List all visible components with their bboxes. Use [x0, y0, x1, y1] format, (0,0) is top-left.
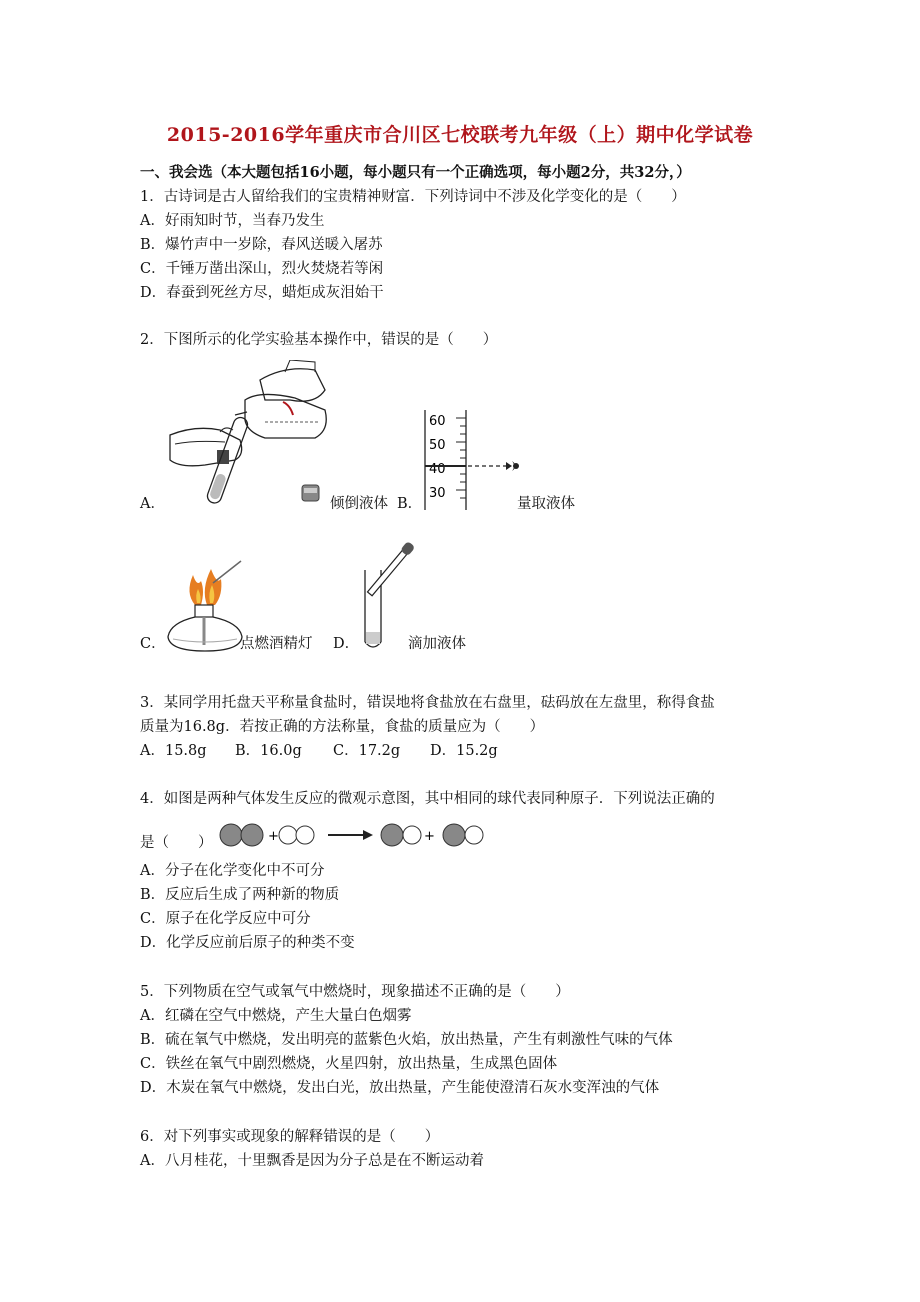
tick-label: 50	[429, 438, 446, 453]
q4-option-c: C．原子在化学反应中可分	[140, 911, 311, 927]
q2-stem: 2．下图所示的化学实验基本操作中，错误的是（ ）	[140, 332, 498, 348]
section-heading: 一、我会选（本大题包括16小题，每小题只有一个正确选项，每小题2分，共32分，）	[140, 164, 691, 181]
q2-b-letter: B．	[397, 496, 423, 512]
plus-sign: +	[268, 829, 279, 844]
plus-sign: +	[424, 829, 435, 844]
q2-d-caption: 滴加液体	[408, 636, 466, 652]
q3-option-b: B．16.0g	[235, 743, 302, 759]
q1-stem: 1．古诗词是古人留给我们的宝贵精神财富．下列诗词中不涉及化学变化的是（ ）	[140, 189, 686, 205]
q5-option-b: B．硫在氧气中燃烧，发出明亮的蓝紫色火焰，放出热量，产生有刺激性气味的气体	[140, 1032, 673, 1048]
measuring-cylinder-figure	[420, 410, 530, 512]
q3-option-a: A．15.8g	[140, 743, 207, 759]
q4-stem-line2: 是（ ）	[140, 835, 213, 851]
q5-stem: 5．下列物质在空气或氧气中燃烧时，现象描述不正确的是（ ）	[140, 984, 570, 1000]
q6-option-a: A．八月桂花，十里飘香是因为分子总是在不断运动着	[140, 1153, 484, 1169]
tick-label: 60	[429, 414, 446, 429]
q1-option-c: C．千锤万凿出深山，烈火焚烧若等闲	[140, 261, 384, 277]
q2-c-letter: C．	[140, 636, 166, 652]
q4-stem-line1: 4．如图是两种气体发生反应的微观示意图，其中相同的球代表同种原子．下列说法正确的	[140, 791, 715, 807]
alcohol-lamp-figure	[165, 555, 245, 655]
q2-b-caption: 量取液体	[517, 496, 575, 512]
q1-option-d: D．春蚕到死丝方尽，蜡炬成灰泪始干	[140, 285, 384, 301]
q3-stem-line2: 质量为16.8g．若按正确的方法称量，食盐的质量应为（ ）	[140, 719, 545, 735]
q1-option-b: B．爆竹声中一岁除，春风送暖入屠苏	[140, 237, 383, 253]
q2-d-letter: D．	[333, 636, 360, 652]
q4-option-b: B．反应后生成了两种新的物质	[140, 887, 340, 903]
page-title: 2015-2016学年重庆市合川区七校联考九年级（上）期中化学试卷	[166, 124, 754, 146]
q6-stem: 6．对下列事实或现象的解释错误的是（ ）	[140, 1129, 440, 1145]
tick-label: 40	[429, 462, 446, 477]
q1-option-a: A．好雨知时节，当春乃发生	[140, 213, 325, 229]
q5-option-c: C．铁丝在氧气中剧烈燃烧，火星四射，放出热量，生成黑色固体	[140, 1056, 558, 1072]
q3-stem-line1: 3．某同学用托盘天平称量食盐时，错误地将食盐放在右盘里，砝码放在左盘里，称得食盐	[140, 695, 715, 711]
q2-a-letter: A．	[140, 496, 165, 512]
q5-option-a: A．红磷在空气中燃烧，产生大量白色烟雾	[140, 1008, 412, 1024]
q3-option-c: C．17.2g	[333, 743, 401, 759]
q2-a-caption: 倾倒液体	[330, 496, 388, 512]
tick-label: 30	[429, 486, 446, 501]
reaction-diagram	[218, 820, 488, 850]
q2-c-caption: 点燃酒精灯	[240, 636, 313, 652]
q5-option-d: D．木炭在氧气中燃烧，发出白光，放出热量，产生能使澄清石灰水变浑浊的气体	[140, 1080, 660, 1096]
pouring-liquid-figure	[165, 360, 335, 512]
q4-option-a: A．分子在化学变化中不可分	[140, 863, 325, 879]
q4-option-d: D．化学反应前后原子的种类不变	[140, 935, 355, 951]
q3-option-d: D．15.2g	[430, 743, 498, 759]
